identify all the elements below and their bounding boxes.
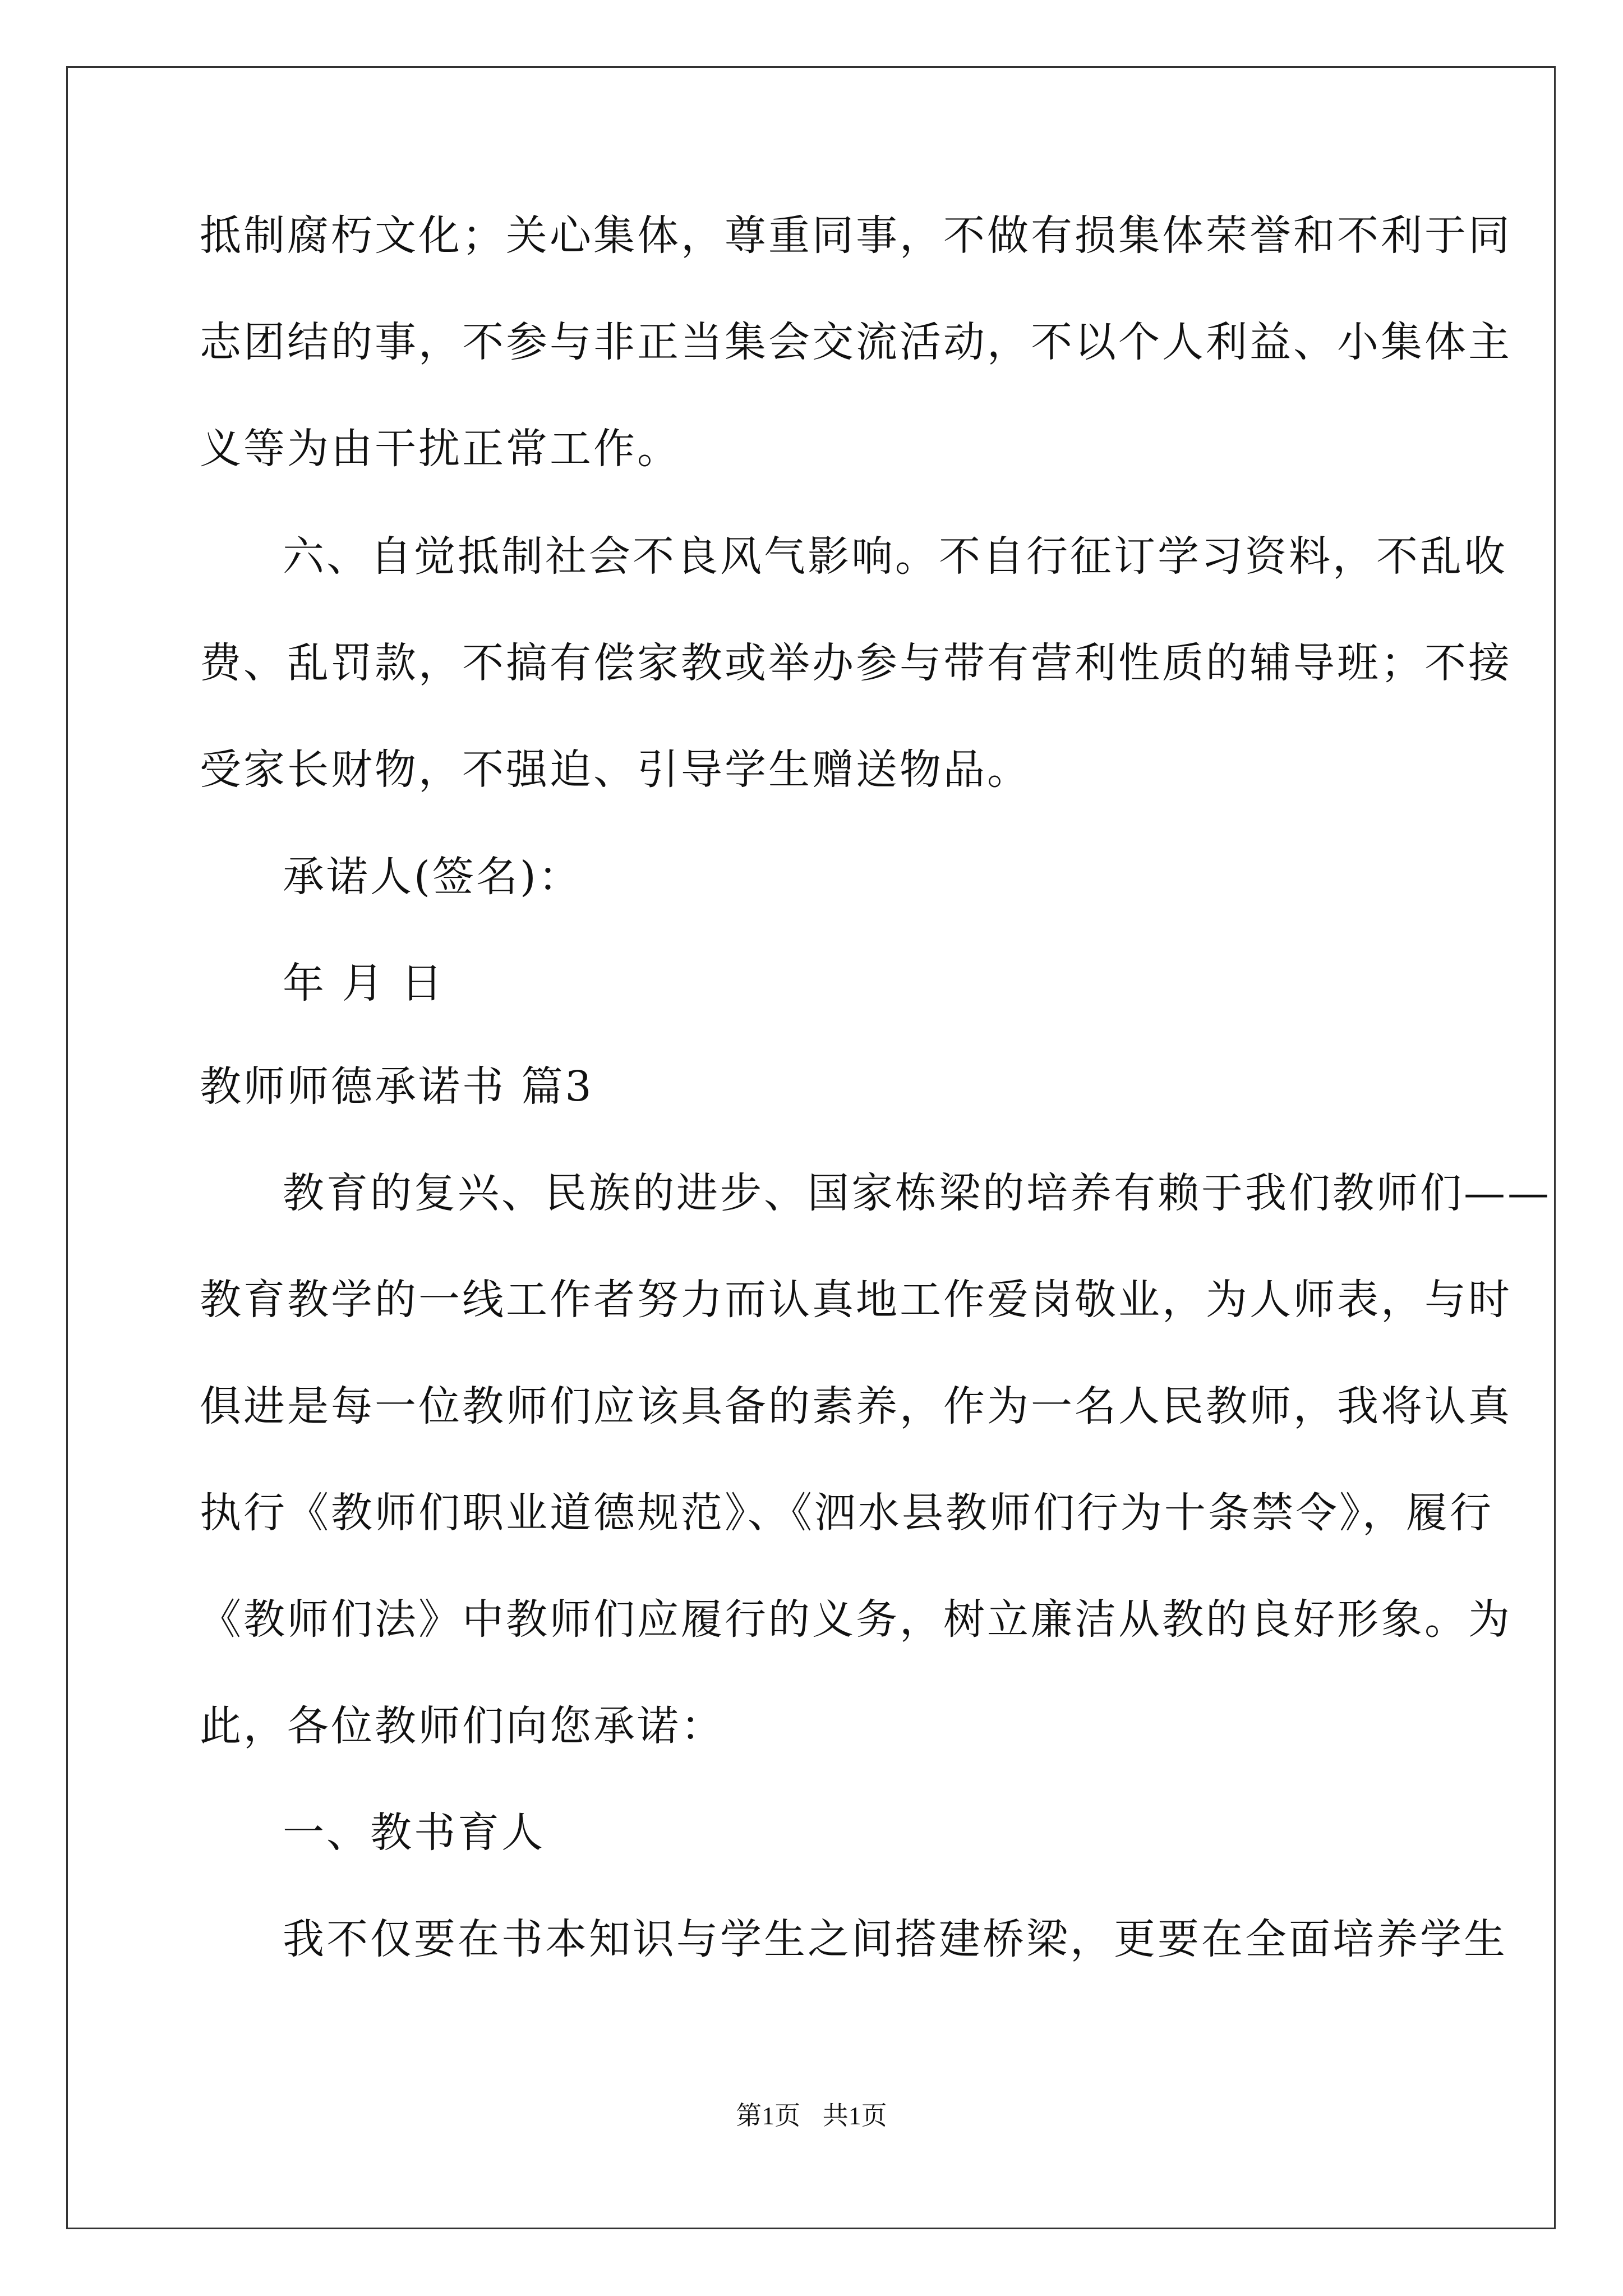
paragraph-line: 执行《教师们职业道德规范》、《泗水县教师们行为十条禁令》，履行	[200, 1489, 1493, 1537]
paragraph-line: 费、乱罚款，不搞有偿家教或举办参与带有营利性质的辅导班；不接	[200, 639, 1512, 687]
signature-label: 承诺人(签名)：	[283, 853, 582, 901]
page-number-total: 共1页	[822, 2101, 887, 2130]
paragraph-line: 此，各位教师们向您承诺：	[200, 1702, 725, 1750]
paragraph-line: 抵制腐朽文化；关心集体，尊重同事，不做有损集体荣誉和不利于同	[200, 211, 1512, 260]
paragraph-line: 教育的复兴、民族的进步、国家栋梁的培养有赖于我们教师们——	[283, 1169, 1551, 1217]
paragraph-line: 俱进是每一位教师们应该具备的素养，作为一名人民教师，我将认真	[200, 1382, 1512, 1430]
list-item-heading: 一、教书育人	[283, 1809, 545, 1857]
paragraph-line: 义等为由干扰正常工作。	[200, 425, 681, 473]
paragraph-line: 《教师们法》中教师们应履行的义务，树立廉洁从教的良好形象。为	[200, 1595, 1512, 1644]
paragraph-line: 我不仅要在书本知识与学生之间搭建桥梁，更要在全面培养学生	[283, 1915, 1507, 1963]
page-number-current: 第1页	[736, 2101, 801, 2130]
page-border	[66, 66, 1556, 2229]
paragraph-line: 志团结的事，不参与非正当集会交流活动，不以个人利益、小集体主	[200, 318, 1512, 366]
paragraph-line: 六、自觉抵制社会不良风气影响。不自行征订学习资料，不乱收	[283, 532, 1507, 581]
paragraph-line: 受家长财物，不强迫、引导学生赠送物品。	[200, 746, 1031, 794]
section-heading: 教师师德承诺书 篇3	[200, 1062, 594, 1111]
page-footer	[0, 2095, 1623, 2132]
paragraph-line: 教育教学的一线工作者努力而认真地工作爱岗敬业，为人师表，与时	[200, 1276, 1512, 1324]
date-line: 年 月 日	[283, 959, 445, 1007]
